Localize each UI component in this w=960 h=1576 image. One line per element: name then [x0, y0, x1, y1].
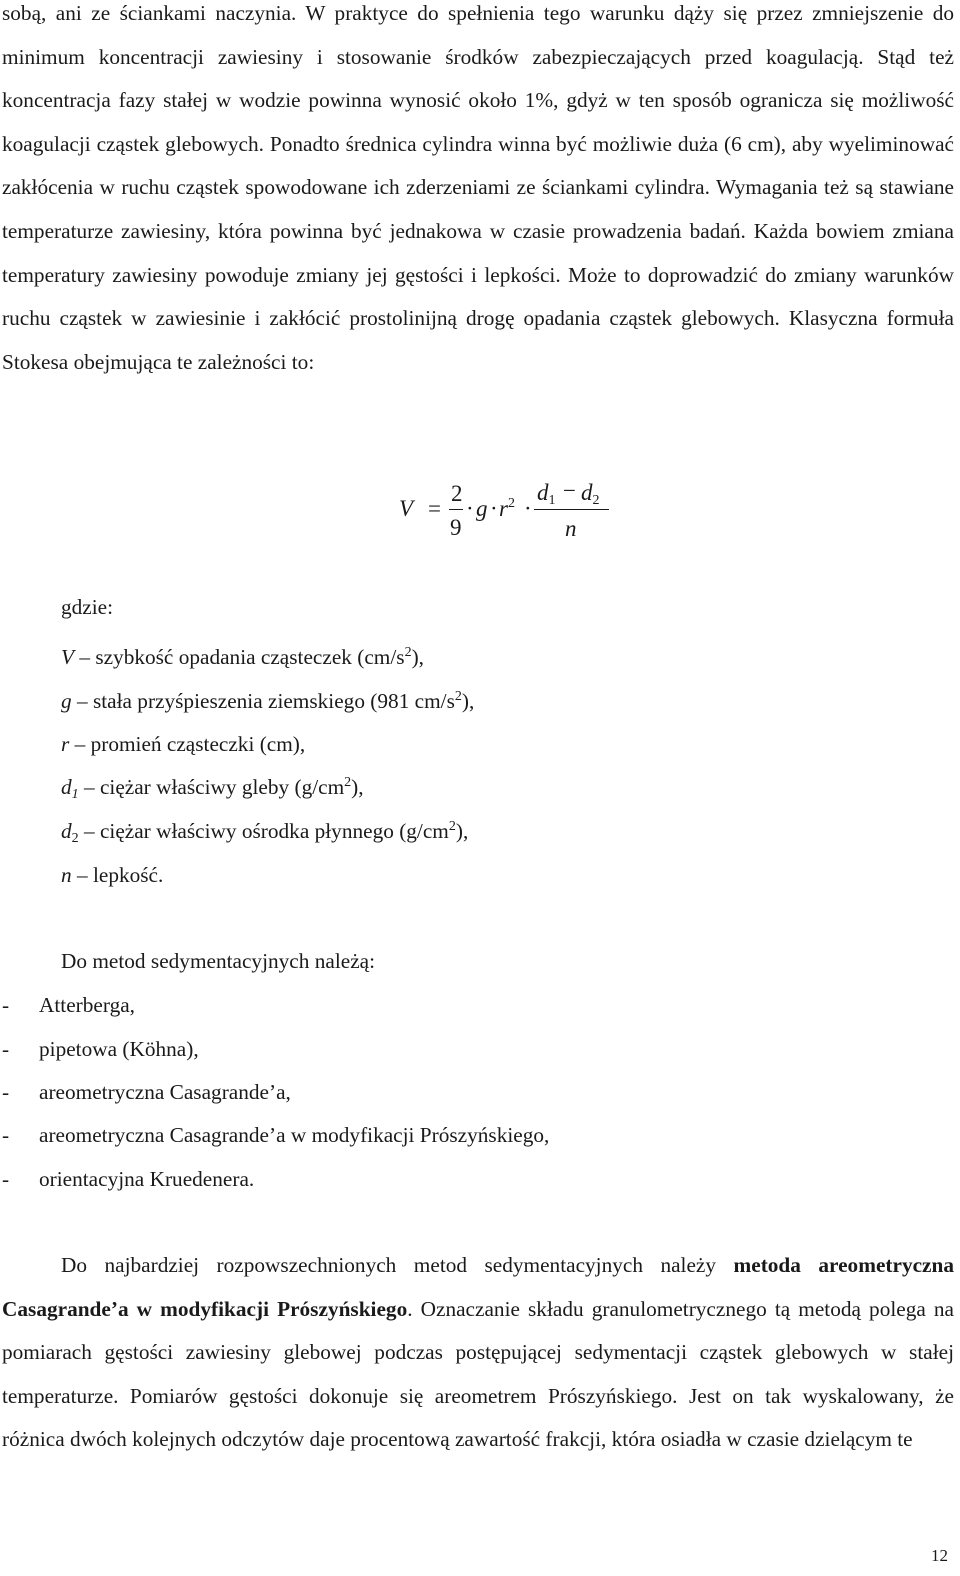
formula-minus: −: [563, 478, 576, 503]
formula-denominator-n: n: [565, 516, 577, 541]
definition-r: r – promień cząsteczki (cm),: [61, 732, 306, 756]
formula-g: g: [476, 496, 488, 521]
formula-d1: d1: [537, 480, 556, 508]
formula-numerator-2: 2: [451, 481, 463, 506]
paragraph-areometric-method: Do najbardziej rozpowszechnionych metod sedymentacyjnych należy metoda areometryczna Casagrande’a w modyfikacji Prószyńskiego. Oznaczanie składu granulometrycznego tą metodą polega na pomiarach gęstości zawiesiny glebowej podczas postępującej sedymentacji cząstek glebowych w stałej temperaturze. Pomiarów gęstości dokonuje się areometrem Prószyńskiego. Jest on tak wyskalowany, że różnica dwóch kolejnych odczytów daje procentową zawartość frakcji, która osiadła w czasie dzielącym te: [2, 1253, 954, 1452]
methods-intro: Do metod sedymentacyjnych należą:: [61, 949, 376, 973]
definition-g: g – stała przyśpieszenia ziemskiego (981 $cm/s^2$),: [61, 689, 475, 713]
definition-d2: d2 – ciężar właściwy ośrodka płynnego $(g/cm^2)$,: [61, 819, 469, 846]
formula-d2: d2: [581, 480, 600, 508]
formula-r: $r^2$: [499, 496, 515, 521]
document-page: sobą, ani ze ściankami naczynia. W praktyce do spełnienia tego warunku dąży się przez zmniejszenie do minimum koncentracji zawiesiny i stosowanie środków zabezpieczających przed koagulacją. Stąd też koncentracja fazy stałej w wodzie powinna wynosić około 1%, gdyż w ten sposób ogranicza się możliwość koagulacji cząstek glebowych. Ponadto średnica cylindra winna być możliwie duża (6 cm), aby wyeliminować zakłócenia w ruchu cząstek spowodowane ich zderzeniami ze ściankami cylindra. Wymagania też są stawiane temperaturze zawiesiny, która powinna być jednakowa w czasie prowadzenia badań. Każda bowiem zmiana temperatury zawiesiny powoduje zmiany jej gęstości i lepkości. Może to doprowadzić do zmiany warunków ruchu cząstek w zawiesinie i zakłócić prostolinijną drogę opadania cząstek glebowych. Klasyczna formuła Stokesa obejmująca te zależności to: V = 2 9 · g · $r^2$ · d1 − d2 n gdzie: V – szybkość opadania cząsteczek $(cm/s^2)$, g – stała przyśpieszenia ziemskiego (981 $cm/s^2$), r – promień cząsteczki (cm), d1 – ciężar właściwy gleby $(g/cm^2)$, d2 – ciężar właściwy ośrodka płynnego $(g/cm^2)$, n – lepkość. Do metod sedymentacyjnych należą: - Atterberga, - pipetowa (Köhna), - areometryczna Casagrande’a, - areometryczna Casagrande’a w modyfikacji Prószyńskiego, - orientacyjna Kruedenera. Do najbardziej rozpowszechnionych metod sedymentacyjnych należy metoda areometryczna Casagrande’a w modyfikacji Prószyńskiego. Oznaczanie składu granulometrycznego tą metodą polega na pomiarach gęstości zawiesiny glebowej podczas postępującej sedymentacji cząstek glebowych w stałej temperaturze. Pomiarów gęstości dokonuje się areometrem Prószyńskiego. Jest on tak wyskalowany, że różnica dwóch kolejnych odczytów daje procentową zawartość frakcji, która osiadła w czasie dzielącym te 12: [0, 0, 960, 1576]
formula-r-exponent: 2: [507, 496, 515, 511]
formula-denominator-9: 9: [450, 515, 462, 540]
formula-dot-1: ·: [466, 496, 474, 521]
stokes-formula: [395, 476, 625, 544]
formula-equals: =: [428, 496, 441, 521]
definition-n: n – lepkość.: [61, 863, 164, 887]
formula-dot-2: ·: [490, 496, 498, 521]
page-number: 12: [931, 1546, 948, 1565]
formula-fraction-bar-1: [449, 509, 463, 510]
formula-fraction-bar-2: [534, 509, 609, 510]
formula-lhs: V: [399, 496, 414, 521]
formula-dot-3: ·: [524, 496, 532, 521]
method-name-bold: metoda areometryczna Casagrande’a w modyfikacji Prószyńskiego: [2, 1253, 954, 1321]
paragraph-stokes-conditions: sobą, ani ze ściankami naczynia. W praktyce do spełnienia tego warunku dąży się przez zmniejszenie do minimum koncentracji zawiesiny i stosowanie środków zabezpieczających przed koagulacją. Stąd też koncentracja fazy stałej w wodzie powinna wynosić około 1%, gdyż w ten sposób ogranicza się możliwość koagulacji cząstek glebowych. Ponadto średnica cylindra winna być możliwie duża (6 cm), aby wyeliminować zakłócenia w ruchu cząstek spowodowane ich zderzeniami ze ściankami cylindra. Wymagania też są stawiane temperaturze zawiesiny, która powinna być jednakowa w czasie prowadzenia badań. Każda bowiem zmiana temperatury zawiesiny powoduje zmiany jej gęstości i lepkości. Może to doprowadzić do zmiany warunków ruchu cząstek w zawiesinie i zakłócić prostolinijną drogę opadania cząstek glebowych. Klasyczna formuła Stokesa obejmująca te zależności to:: [2, 1, 954, 374]
definition-v: V – szybkość opadania cząsteczek $(cm/s^2)$,: [61, 645, 424, 669]
definition-d1: d1 – ciężar właściwy gleby $(g/cm^2)$,: [61, 775, 364, 802]
definitions-intro: gdzie:: [61, 595, 114, 619]
